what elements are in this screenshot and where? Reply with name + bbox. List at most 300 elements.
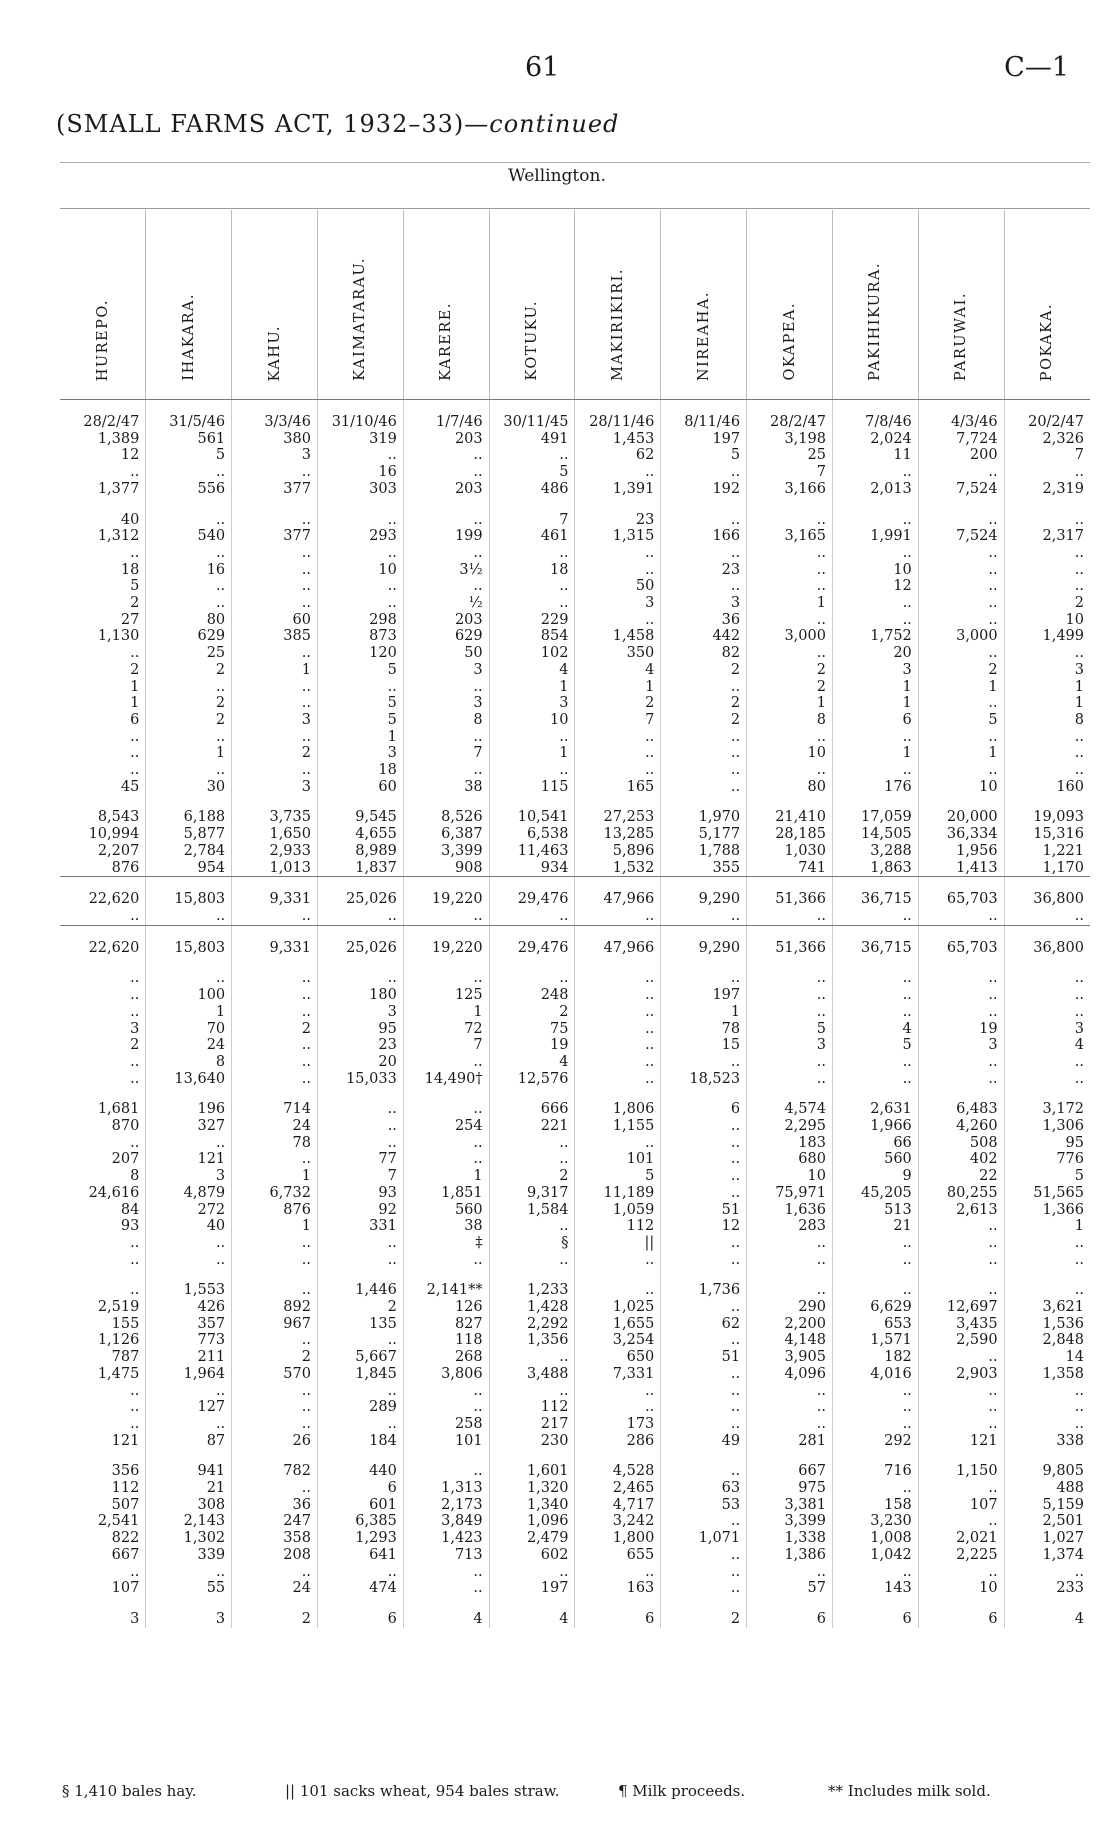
spacer-cell: [1004, 1597, 1090, 1611]
table-cell: ..: [130, 1415, 140, 1432]
table-cell: ..: [232, 1151, 318, 1168]
table-cell: 4: [1004, 1037, 1090, 1054]
spacer-cell: [489, 400, 575, 415]
column-header-label: POKAKA.: [1039, 302, 1056, 381]
spacer-cell: [918, 925, 1004, 940]
table-row: [60, 940, 1090, 957]
table-cell: 461: [489, 528, 575, 545]
table-cell: ..: [1004, 762, 1090, 779]
table-cell: 4/3/46: [918, 414, 1004, 431]
table-cell: 4,528: [575, 1463, 661, 1480]
table-cell: ..: [146, 762, 232, 779]
table-row: [60, 1235, 1090, 1252]
table-cell: 107: [111, 1580, 140, 1597]
table-cell: ..: [403, 1580, 489, 1597]
table-cell: 10: [317, 562, 403, 579]
table-cell: 18: [317, 762, 403, 779]
table-body: [60, 400, 1090, 1628]
table-cell: 1,655: [575, 1316, 661, 1333]
table-cell: 1,964: [146, 1366, 232, 1383]
table-cell: 1,956: [918, 843, 1004, 860]
table-cell: 1,428: [489, 1299, 575, 1316]
table-cell: 2,479: [489, 1530, 575, 1547]
table-cell: 29,476: [489, 940, 575, 957]
table-cell: ..: [1004, 512, 1090, 529]
table-cell: 1,358: [1004, 1366, 1090, 1383]
table-cell: ..: [403, 1135, 489, 1152]
table-cell: ..: [832, 1383, 918, 1400]
spacer-cell: [317, 956, 403, 970]
table-cell: 25: [747, 447, 833, 464]
table-cell: 2,465: [575, 1480, 661, 1497]
table-cell: ..: [661, 1366, 747, 1383]
table-cell: 3: [146, 1611, 232, 1628]
table-cell: ..: [232, 1054, 318, 1071]
table-cell: ..: [130, 1003, 140, 1020]
table-cell: 23: [317, 1037, 403, 1054]
table-cell: 1,013: [232, 860, 318, 877]
spacer-cell: [60, 1597, 146, 1611]
table-cell: 22,620: [88, 939, 140, 956]
table-row: [60, 1564, 1090, 1581]
table-cell: 1: [832, 679, 918, 696]
table-cell: 2: [130, 1037, 140, 1054]
table-cell: ..: [232, 1416, 318, 1433]
table-cell: ..: [317, 970, 403, 987]
table-cell: 338: [1004, 1433, 1090, 1450]
table-row: [60, 1037, 1090, 1054]
spacer-cell: [317, 795, 403, 809]
table-cell: 176: [832, 779, 918, 796]
table-cell: 3,172: [1004, 1101, 1090, 1118]
table-cell: ..: [232, 987, 318, 1004]
table-cell: ½: [403, 595, 489, 612]
table-cell: 1: [146, 1004, 232, 1021]
spacer-cell: [489, 795, 575, 809]
block-spacer: [60, 1597, 1090, 1611]
table-cell: ..: [661, 1252, 747, 1269]
table-cell: 2,319: [1004, 481, 1090, 498]
table-cell: 5: [130, 578, 140, 595]
table-cell: 8: [403, 712, 489, 729]
table-cell: 27: [120, 611, 140, 628]
table-cell: 602: [489, 1547, 575, 1564]
table-cell: ..: [661, 1151, 747, 1168]
spacer-cell: [60, 1449, 146, 1463]
table-cell: 20/2/47: [1004, 414, 1090, 431]
table-row: [60, 512, 1090, 529]
table-cell: 3,230: [832, 1513, 918, 1530]
table-cell: 6: [130, 711, 140, 728]
table-cell: 3: [747, 1037, 833, 1054]
table-cell: ‡: [403, 1235, 489, 1252]
spacer-cell: [489, 925, 575, 940]
table-cell: ..: [317, 512, 403, 529]
table-cell: 1: [832, 745, 918, 762]
table-cell: 72: [403, 1021, 489, 1038]
table-cell: 9,290: [661, 891, 747, 908]
table-row: [60, 1463, 1090, 1480]
table-cell: 491: [489, 431, 575, 448]
table-cell: ..: [146, 1564, 232, 1581]
table-cell: 21: [832, 1218, 918, 1235]
table-cell: ..: [489, 595, 575, 612]
table-cell: 3,849: [403, 1513, 489, 1530]
table-cell: 36,715: [832, 940, 918, 957]
table-cell: 2: [146, 695, 232, 712]
table-cell: 2,141**: [403, 1282, 489, 1299]
table-cell: ||: [575, 1235, 661, 1252]
table-cell: 2: [232, 745, 318, 762]
spacer-cell: [60, 795, 146, 809]
table-cell: ..: [317, 578, 403, 595]
table-cell: 5: [146, 447, 232, 464]
spacer-cell: [918, 1087, 1004, 1101]
table-cell: ..: [1004, 545, 1090, 562]
table-cell: 10: [747, 745, 833, 762]
table-cell: 377: [232, 528, 318, 545]
table-cell: ..: [317, 1135, 403, 1152]
table-cell: ..: [918, 1564, 1004, 1581]
table-cell: 2,207: [97, 842, 140, 859]
column-header: [918, 210, 1004, 400]
table-cell: 1,059: [575, 1202, 661, 1219]
table-cell: ..: [130, 728, 140, 745]
table-row: [60, 1185, 1090, 1202]
table-cell: 221: [489, 1118, 575, 1135]
table-cell: 941: [146, 1463, 232, 1480]
block-spacer: [60, 1087, 1090, 1101]
table-cell: ..: [918, 1480, 1004, 1497]
table-cell: 36,715: [832, 891, 918, 908]
block-spacer: [60, 877, 1090, 892]
table-cell: 5: [317, 712, 403, 729]
table-cell: 36: [661, 612, 747, 629]
spacer-cell: [747, 925, 833, 940]
table-cell: 3: [130, 1611, 140, 1627]
table-cell: 1,356: [489, 1332, 575, 1349]
table-cell: ..: [832, 512, 918, 529]
table-cell: 1: [146, 745, 232, 762]
table-cell: 163: [575, 1580, 661, 1597]
spacer-cell: [232, 498, 318, 512]
table-cell: 184: [317, 1433, 403, 1450]
table-cell: 1,377: [97, 480, 140, 497]
table-cell: 60: [317, 779, 403, 796]
column-header-label: NIREAHA.: [695, 290, 712, 381]
title-continued: —continued: [464, 110, 620, 138]
table-cell: 5,177: [661, 826, 747, 843]
table-cell: 9,545: [317, 809, 403, 826]
table-row: [60, 1383, 1090, 1400]
table-cell: 1,650: [232, 826, 318, 843]
table-cell: 192: [661, 481, 747, 498]
table-cell: 6: [575, 1611, 661, 1628]
table-cell: 1,788: [661, 843, 747, 860]
table-cell: 14,505: [832, 826, 918, 843]
table-cell: ..: [146, 1135, 232, 1152]
table-cell: 197: [661, 431, 747, 448]
table-cell: ..: [1004, 464, 1090, 481]
table-cell: 62: [575, 447, 661, 464]
table-cell: ..: [1004, 578, 1090, 595]
table-cell: 1,374: [1004, 1547, 1090, 1564]
table-cell: 934: [489, 860, 575, 877]
spacer-cell: [146, 795, 232, 809]
table-cell: 6,538: [489, 826, 575, 843]
table-cell: 380: [232, 431, 318, 448]
table-cell: ..: [403, 1399, 489, 1416]
spacer-cell: [60, 498, 146, 512]
table-cell: 561: [146, 431, 232, 448]
table-cell: 3: [832, 662, 918, 679]
spacer-cell: [1004, 795, 1090, 809]
table-cell: 6: [918, 1611, 1004, 1628]
spacer-cell: [1004, 400, 1090, 415]
spacer-cell: [489, 498, 575, 512]
table-cell: ..: [317, 1118, 403, 1135]
table-cell: 5,667: [317, 1349, 403, 1366]
table-cell: 16: [146, 562, 232, 579]
spacer-cell: [317, 1597, 403, 1611]
table-cell: 1,837: [317, 860, 403, 877]
table-row: [60, 712, 1090, 729]
table-cell: 10,994: [88, 826, 140, 843]
table-cell: 15: [661, 1037, 747, 1054]
table-cell: 3,488: [489, 1366, 575, 1383]
spacer-cell: [60, 877, 146, 892]
table-cell: ..: [403, 1383, 489, 1400]
page-code: C—1: [1004, 52, 1069, 83]
table-row: [60, 1054, 1090, 1071]
table-cell: 1,970: [661, 809, 747, 826]
table-cell: 203: [403, 431, 489, 448]
table-cell: 18: [489, 562, 575, 579]
table-cell: 9,331: [232, 891, 318, 908]
table-cell: 508: [918, 1135, 1004, 1152]
table-cell: 782: [232, 1463, 318, 1480]
column-header-label: IHAKARA.: [180, 293, 197, 381]
table-cell: 200: [918, 447, 1004, 464]
table-cell: 1,536: [1004, 1316, 1090, 1333]
table-cell: 6,385: [317, 1513, 403, 1530]
table-cell: ..: [130, 1234, 140, 1251]
table-cell: 1,446: [317, 1282, 403, 1299]
column-header: [146, 210, 232, 400]
table-cell: ..: [661, 512, 747, 529]
table-cell: ..: [403, 578, 489, 595]
table-cell: 1,453: [575, 431, 661, 448]
table-cell: 10: [489, 712, 575, 729]
table-cell: 2,317: [1004, 528, 1090, 545]
table-cell: 1: [317, 729, 403, 746]
table-cell: 92: [317, 1202, 403, 1219]
table-cell: 4,574: [747, 1101, 833, 1118]
table-cell: ..: [918, 762, 1004, 779]
table-cell: ..: [918, 512, 1004, 529]
table-cell: 27,253: [575, 809, 661, 826]
table-cell: 3,399: [403, 843, 489, 860]
spacer-cell: [146, 498, 232, 512]
table-cell: 5: [661, 447, 747, 464]
table-cell: 118: [403, 1332, 489, 1349]
table-cell: ..: [1004, 1383, 1090, 1400]
table-cell: ..: [489, 1564, 575, 1581]
table-cell: ..: [489, 1349, 575, 1366]
table-row: [60, 1332, 1090, 1349]
column-header: [489, 210, 575, 400]
table-cell: ..: [232, 1004, 318, 1021]
table-cell: 18,523: [661, 1071, 747, 1088]
table-cell: 3,242: [575, 1513, 661, 1530]
column-header: [575, 210, 661, 400]
header-rule: [60, 208, 1090, 209]
table-cell: ..: [130, 762, 140, 779]
table-cell: 31/5/46: [146, 414, 232, 431]
table-cell: ..: [832, 1282, 918, 1299]
table-cell: ..: [661, 1547, 747, 1564]
block-spacer: [60, 400, 1090, 415]
table-cell: ..: [575, 987, 661, 1004]
table-cell: 975: [747, 1480, 833, 1497]
table-cell: 125: [403, 987, 489, 1004]
spacer-cell: [747, 1449, 833, 1463]
table-cell: ..: [918, 729, 1004, 746]
table-cell: 197: [661, 987, 747, 1004]
table-cell: ..: [489, 447, 575, 464]
spacer-cell: [489, 877, 575, 892]
table-cell: 196: [146, 1101, 232, 1118]
table-cell: ..: [747, 1282, 833, 1299]
spacer-cell: [403, 795, 489, 809]
table-cell: 197: [489, 1580, 575, 1597]
spacer-cell: [146, 1268, 232, 1282]
table-cell: ..: [1004, 908, 1090, 925]
spacer-cell: [146, 925, 232, 940]
table-cell: 8: [130, 1168, 140, 1185]
table-cell: 12,576: [489, 1071, 575, 1088]
footnote-milk-sold: ** Includes milk sold.: [828, 1782, 991, 1800]
table-cell: 8: [1004, 712, 1090, 729]
table-cell: 2: [918, 662, 1004, 679]
table-cell: ..: [317, 1416, 403, 1433]
table-cell: 1: [1004, 1218, 1090, 1235]
table-cell: 3,381: [747, 1497, 833, 1514]
table-cell: 10: [918, 779, 1004, 796]
table-cell: 107: [918, 1497, 1004, 1514]
table-row: [60, 1611, 1090, 1628]
table-cell: 19,220: [403, 891, 489, 908]
spacer-cell: [60, 925, 146, 940]
table-cell: 8,526: [403, 809, 489, 826]
table-cell: ..: [232, 464, 318, 481]
table-cell: ..: [403, 1564, 489, 1581]
table-cell: 1,027: [1004, 1530, 1090, 1547]
table-cell: 51: [661, 1349, 747, 1366]
footnote-wheat: || 101 sacks wheat, 954 bales straw.: [285, 1782, 560, 1800]
table-cell: ..: [661, 762, 747, 779]
table-cell: 2,501: [1004, 1513, 1090, 1530]
table-cell: ..: [489, 970, 575, 987]
spacer-cell: [232, 1087, 318, 1101]
table-row: [60, 431, 1090, 448]
table-cell: 540: [146, 528, 232, 545]
table-cell: 4,016: [832, 1366, 918, 1383]
table-row: [60, 1497, 1090, 1514]
spacer-cell: [661, 400, 747, 415]
table-cell: 1,413: [918, 860, 1004, 877]
block-spacer: [60, 1449, 1090, 1463]
table-cell: ..: [918, 1252, 1004, 1269]
table-row: [60, 545, 1090, 562]
table-cell: 3: [918, 1037, 1004, 1054]
table-cell: 217: [489, 1416, 575, 1433]
table-cell: 14,490†: [403, 1071, 489, 1088]
table-cell: 402: [918, 1151, 1004, 1168]
table-cell: 127: [146, 1399, 232, 1416]
table-cell: 7/8/46: [832, 414, 918, 431]
table-cell: 4,655: [317, 826, 403, 843]
table-cell: 82: [661, 645, 747, 662]
table-cell: ..: [130, 1282, 140, 1299]
table-cell: 160: [1004, 779, 1090, 796]
column-header: [1004, 210, 1090, 400]
table-row: [60, 891, 1090, 908]
table-cell: ..: [661, 464, 747, 481]
spacer-cell: [489, 1597, 575, 1611]
table-cell: ..: [661, 779, 747, 796]
table-cell: ..: [232, 908, 318, 925]
table-cell: ..: [1004, 1416, 1090, 1433]
spacer-cell: [60, 956, 146, 970]
table-cell: ..: [146, 578, 232, 595]
table-cell: 1,845: [317, 1366, 403, 1383]
table-cell: ..: [130, 1070, 140, 1087]
table-cell: 680: [747, 1151, 833, 1168]
table-row: [60, 1135, 1090, 1152]
table-cell: 298: [317, 612, 403, 629]
table-cell: 1,366: [1004, 1202, 1090, 1219]
column-header: [832, 210, 918, 400]
table-cell: 2,541: [97, 1513, 140, 1530]
table-cell: ..: [1004, 1252, 1090, 1269]
table-cell: 570: [232, 1366, 318, 1383]
table-row: [60, 1299, 1090, 1316]
table-row: [60, 679, 1090, 696]
table-cell: 290: [747, 1299, 833, 1316]
table-cell: 1,532: [575, 860, 661, 877]
table-cell: 1,008: [832, 1530, 918, 1547]
table-cell: ..: [747, 562, 833, 579]
spacer-cell: [489, 1268, 575, 1282]
table-cell: 40: [120, 511, 140, 528]
column-header: [747, 210, 833, 400]
table-cell: 6,629: [832, 1299, 918, 1316]
table-cell: 13,285: [575, 826, 661, 843]
table-cell: 3,000: [747, 628, 833, 645]
table-cell: 629: [146, 628, 232, 645]
table-cell: ..: [232, 695, 318, 712]
spacer-cell: [918, 795, 1004, 809]
table-cell: ..: [575, 1071, 661, 1088]
spacer-cell: [1004, 1268, 1090, 1282]
table-cell: 2,173: [403, 1497, 489, 1514]
table-cell: ..: [1004, 645, 1090, 662]
table-row: [60, 970, 1090, 987]
table-cell: 36,334: [918, 826, 1004, 843]
farm-statistics-table: [60, 210, 1090, 1628]
table-cell: 9,805: [1004, 1463, 1090, 1480]
